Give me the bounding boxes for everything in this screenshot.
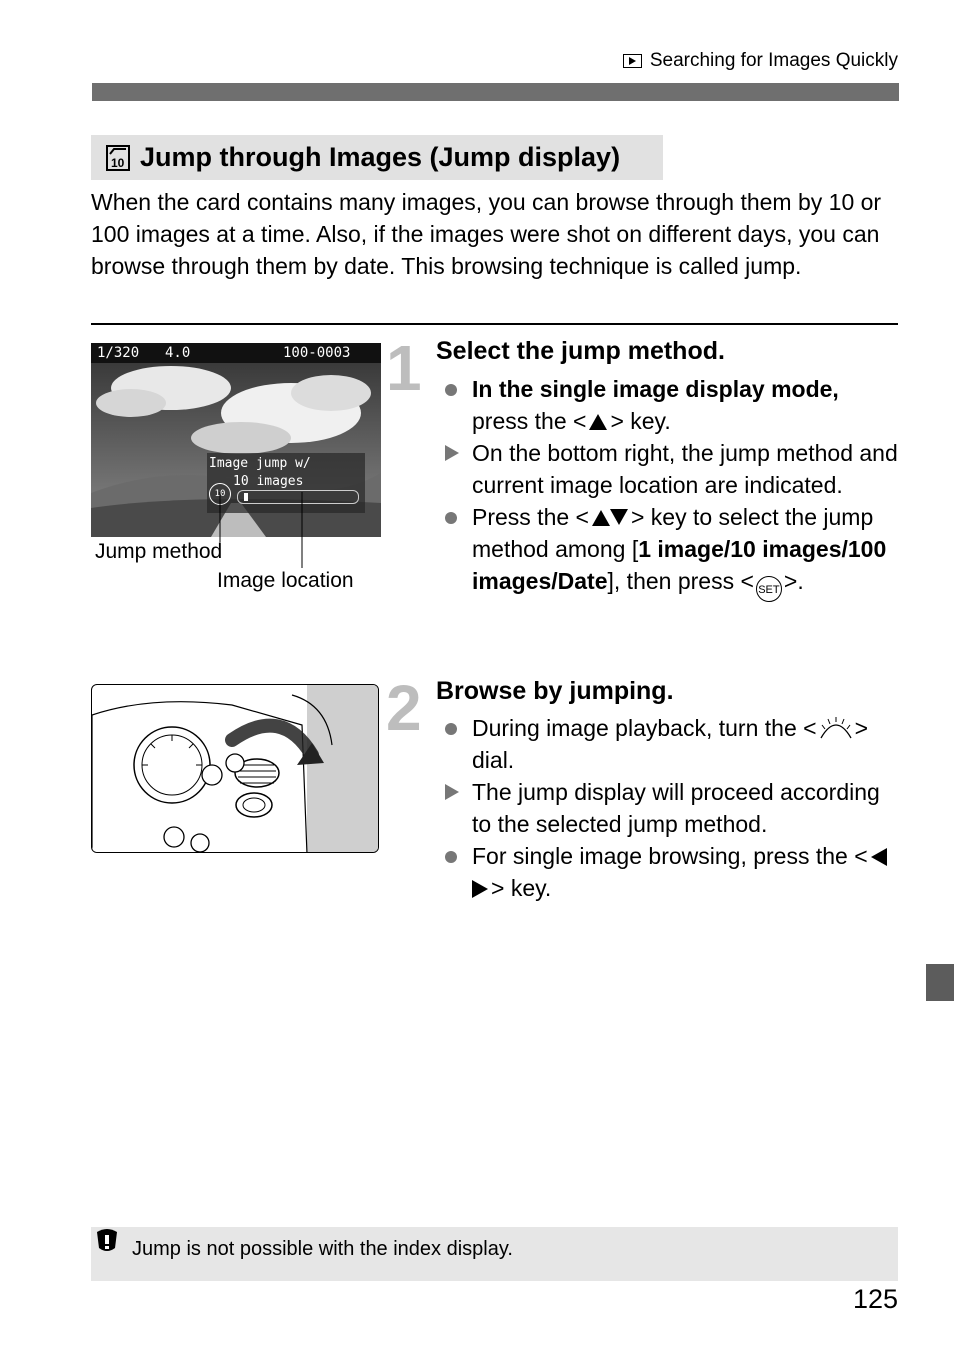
up-arrow-key-icon [589, 414, 607, 430]
list-item: The jump display will proceed according to the selected jump method. [440, 776, 900, 840]
callout-image-location: Image location [217, 569, 354, 592]
camera-top-drawing [92, 685, 379, 853]
page-number: 125 [852, 1284, 898, 1314]
running-header [623, 50, 898, 72]
step-2-bullets [440, 712, 900, 904]
up-key-icon [592, 510, 610, 526]
list-item: On the bottom right, the jump method and current image location are indicated. [440, 437, 900, 501]
running-title: Searching for Images Quickly [649, 50, 898, 71]
list-item: Press the < > key to select the jump method among [1 image/10 images/100 images/Date], then press < SET >. [440, 501, 900, 602]
step-number-1: 1 [386, 332, 422, 404]
left-key-icon [871, 848, 887, 866]
down-key-icon [610, 509, 628, 525]
right-key-icon [472, 880, 488, 898]
step-1-bullets [440, 373, 900, 602]
step-1-title: Select the jump method. [436, 337, 725, 365]
list-item: For single image browsing, press the <> key. [440, 840, 900, 904]
jump-10-icon [106, 145, 130, 171]
caution-icon [93, 1228, 121, 1258]
intro-paragraph: When the card contains many images, you can browse through them by 10 or 100 images at a time. Also, if the images were shot on different days, you can browse through them by date. This browsing technique is called jump. [91, 189, 882, 279]
file-number: 100-0003 [283, 345, 351, 361]
header-bar [92, 83, 899, 101]
overlay-line-1: Image jump w/ [209, 456, 311, 471]
list-item: During image playback, turn the < > dial. [440, 712, 900, 776]
playback-icon [623, 54, 642, 68]
overlay-line-2: 10 images [233, 474, 304, 489]
chapter-tab [926, 964, 954, 1001]
jump-method-icon: 10 [209, 483, 231, 505]
shutter-speed: 1/320 [97, 345, 140, 361]
callout-jump-method: Jump method [95, 540, 223, 563]
aperture-value: 4.0 [165, 345, 191, 361]
step-number-2: 2 [386, 672, 422, 744]
section-title-text: Jump through Images (Jump display) [140, 142, 621, 172]
note-text: Jump is not possible with the index display. [132, 1238, 513, 1260]
step-2-title: Browse by jumping. [436, 677, 674, 705]
divider [91, 323, 898, 325]
caution-note [91, 1227, 898, 1281]
list-item: In the single image display mode, press the < > key. [440, 373, 900, 437]
main-dial-icon [817, 716, 855, 740]
set-button-icon: SET [756, 576, 782, 602]
lcd-info-bar [91, 343, 381, 363]
svg-text:10: 10 [111, 155, 125, 170]
section-title [91, 135, 663, 180]
camera-dial-illustration [91, 684, 379, 853]
